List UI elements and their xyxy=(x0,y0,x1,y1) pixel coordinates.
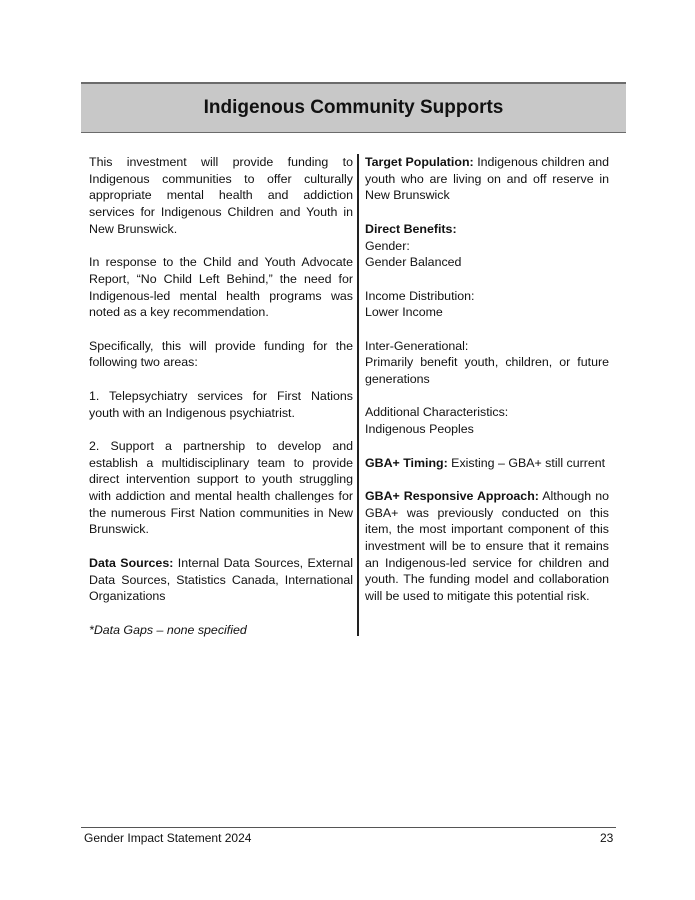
gba-responsive-approach-label: GBA+ Responsive Approach: xyxy=(365,488,539,503)
gender-value: Gender Balanced xyxy=(365,255,462,270)
gba-timing-value: Existing – GBA+ still current xyxy=(447,455,606,470)
gba-timing-label: GBA+ Timing: xyxy=(365,455,448,470)
page-number: 23 xyxy=(600,831,614,845)
gba-timing xyxy=(365,455,609,472)
target-population-value: Indigenous children and youth who are living on and off reserve in New Brunswick xyxy=(365,155,609,203)
additional-characteristics-label: Additional Characteristics: xyxy=(365,405,509,420)
additional-characteristics-value: Indigenous Peoples xyxy=(365,422,474,437)
page-title: Indigenous Community Supports xyxy=(203,97,504,118)
data-sources xyxy=(89,555,353,605)
funding-areas-paragraph: Specifically, this will provide funding for the following two areas: xyxy=(89,338,353,370)
footer-rule xyxy=(81,827,616,828)
target-population xyxy=(365,154,609,204)
intergenerational-label: Inter-Generational: xyxy=(365,338,469,353)
data-sources-value: Internal Data Sources, External Data Sources, Statistics Canada, International Organizations xyxy=(89,555,354,604)
income-label: Income Distribution: xyxy=(365,288,475,303)
column-divider xyxy=(357,154,359,636)
gender-label: Gender: xyxy=(365,238,410,253)
data-gaps-note: *Data Gaps – none specified xyxy=(89,622,247,637)
right-column xyxy=(365,154,609,605)
list-item: 1. Telepsychiatry services for First Nations youth with an Indigenous psychiatrist. xyxy=(89,388,353,420)
intro-paragraph: This investment will provide funding to Indigenous communities to offer culturally appropriate mental health and addiction services for Indigenous Children and Youth in New Brunswick. xyxy=(89,155,353,236)
gba-responsive-approach-value: Although no GBA+ was previously conducted on this item, the most important component of this investment will be to ensure that it remains an Indigenous-led service for children and youth. The funding model and collaboration will be used to mitigate this potential risk. xyxy=(365,488,609,604)
intergenerational-value: Primarily benefit youth, children, or future generations xyxy=(365,355,609,387)
data-sources-label: Data Sources: xyxy=(89,555,174,570)
direct-benefits-heading: Direct Benefits: xyxy=(365,221,457,236)
left-column xyxy=(89,154,353,638)
income-value: Lower Income xyxy=(365,305,443,320)
list-item: 2. Support a partnership to develop and establish a multidisciplinary team to provide direct intervention support to youth struggling with addiction and mental health challenges for the numerous First Nation communities in New Brunswick. xyxy=(89,438,353,537)
section-header xyxy=(81,82,626,133)
advocate-report-paragraph: In response to the Child and Youth Advocate Report, “No Child Left Behind,” the need for Indigenous-led mental health programs was noted as a key recommendation. xyxy=(89,255,353,320)
gba-responsive-approach xyxy=(365,488,609,605)
footer-title: Gender Impact Statement 2024 xyxy=(84,831,252,845)
target-population-label: Target Population: xyxy=(365,155,474,169)
